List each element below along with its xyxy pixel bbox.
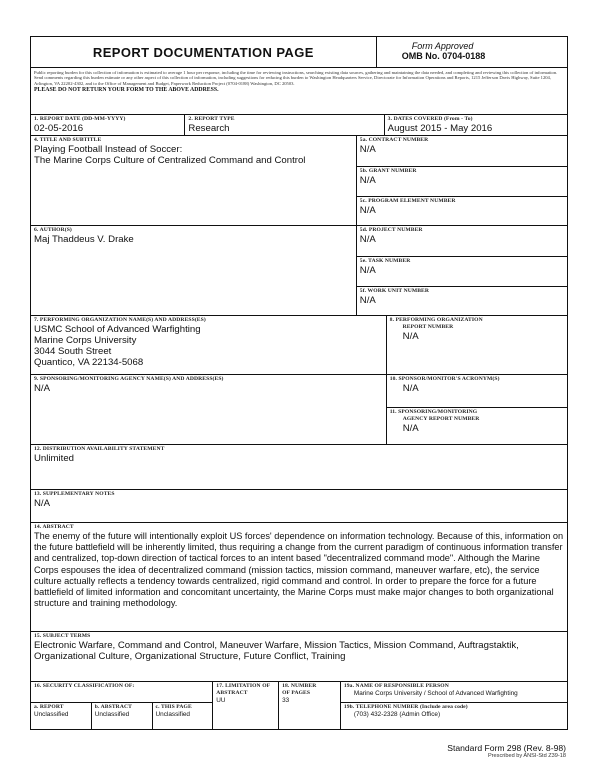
authors-label: 6. AUTHOR(S) [34,227,72,233]
burden-notice: Public reporting burden for this collection of information is estimated to average 1 hour per response, including the time for reviewing instructions, searching existing data sources, gathering and maintaining the data needed, and completing and reviewing this collection of information. Send comments regarding this burden estimate or any other aspect of this collection of information, including suggestions for reducing this burden to Washington Headquarters Service, Directorate for Information Operations and Reports, 1215 Jefferson Davis Highway, Suite 1204, Arlington, VA 22202-4302, and to the Office of Management and Budget, Paperwork Reduction Project (0704-0188) Washington, DC 20503. [34,70,558,86]
project-number-label: 5d. PROJECT NUMBER [359,227,423,233]
limitation-label-1: 17. LIMITATION OF [216,683,271,689]
subject-terms-value: Electronic Warfare, Command and Control, Maneuver Warfare, Mission Tactics, Mission Command, Auftragstaktik, Organizational Culture, Organizational Structure, Future Conflict, Training [34,640,519,662]
pages-value: 33 [282,697,290,704]
sponsor-acronym-label: 10. SPONSOR/MONITOR'S ACRONYM(S) [389,376,500,382]
telephone-label: 19b. TELEPHONE NUMBER (Include area code) [343,704,468,710]
sponsoring-agency-cell[interactable] [31,375,386,444]
work-unit-cell[interactable] [357,286,567,315]
performing-org-line-4: Quantico, VA 22134-5068 [34,357,144,368]
omb-approval-cell [376,37,567,67]
performing-report-value: N/A [402,331,419,342]
grant-number-value: N/A [359,175,376,186]
contract-number-cell[interactable] [357,136,567,166]
dates-covered-label: 3. DATES COVERED (From - To) [387,116,473,122]
program-element-label: 5c. PROGRAM ELEMENT NUMBER [359,198,456,204]
security-page-value: Unclassified [155,711,190,718]
authors-value: Maj Thaddeus V. Drake [34,234,134,245]
security-abstract-value: Unclassified [94,711,130,718]
telephone-value: (703) 432-2328 (Admin Office) [353,711,441,718]
report-date-value: 02-05-2016 [34,123,84,134]
abstract-text: The enemy of the future will intentionally exploit US forces' dependence on information technology. Because of this, information on the future battlefield will be inherently limited, thus requiring a change from the current paradigm of continuous information transfer and centralized, top-down direction of tactical forces to an intent based "decentralized command mode". Although the Marine Corps espouses the idea of decentralized command (mission tactics, mission command, maneuver warfare, etc), the service culture actually reflects a tendency towards centralized, rigid command and control. In order to prepare the force for a future battlefield of limited information and concomitant uncertainty, the Marine Corps must make major changes to both organizational structure and training methodology. [34,531,564,609]
supplementary-value: N/A [34,498,50,509]
program-element-value: N/A [359,205,376,216]
performing-org-line-3: 3044 South Street [34,346,112,357]
grant-number-cell[interactable] [357,166,567,196]
abstract-cell[interactable] [31,523,567,631]
distribution-value: Unlimited [34,453,74,464]
work-unit-label: 5f. WORK UNIT NUMBER [359,288,430,294]
form-approved-text: Form Approved [411,41,474,51]
report-documentation-form [30,36,568,730]
responsible-person-value: Marine Corps University / School of Advanced Warfighting [353,690,518,697]
project-number-value: N/A [359,234,376,245]
title-line-1: Playing Football Instead of Soccer: [34,144,183,155]
security-page-label: c. THIS PAGE [155,704,192,710]
sponsor-report-value: N/A [402,423,419,434]
form-title: REPORT DOCUMENTATION PAGE [92,45,314,60]
abstract-label: 14. ABSTRACT [34,524,74,530]
omb-number: OMB No. 0704-0188 [401,51,486,61]
performing-org-line-1: USMC School of Advanced Warfighting [34,324,201,335]
telephone-cell[interactable] [341,702,567,729]
title-subtitle-cell[interactable] [31,136,356,225]
limitation-cell[interactable] [212,682,278,729]
supplementary-cell[interactable] [31,490,567,522]
work-unit-value: N/A [359,295,376,306]
performing-report-label-2: REPORT NUMBER [402,324,454,330]
supplementary-label: 13. SUPPLEMENTARY NOTES [34,491,115,497]
report-date-label: 1. REPORT DATE (DD-MM-YYYY) [34,116,126,122]
sponsor-acronym-value: N/A [402,383,419,394]
sponsor-report-label-2: AGENCY REPORT NUMBER [402,416,480,422]
distribution-cell[interactable] [31,445,567,489]
responsible-person-label: 19a. NAME OF RESPONSIBLE PERSON [343,683,449,689]
limitation-value: UU [216,697,226,704]
security-report-label: a. REPORT [34,704,64,710]
sponsoring-agency-label: 9. SPONSORING/MONITORING AGENCY NAME(S) AND ADDRESS(ES) [34,376,224,382]
security-report-value: Unclassified [34,711,69,718]
pages-cell[interactable] [278,682,340,729]
report-date-cell[interactable] [31,115,184,135]
security-classification-label: 16. SECURITY CLASSIFICATION OF: [34,683,135,689]
program-element-cell[interactable] [357,196,567,225]
contract-number-value: N/A [359,144,376,155]
responsible-person-cell[interactable] [341,682,567,702]
subject-terms-label: 15. SUBJECT TERMS [34,633,91,639]
authors-cell[interactable] [31,226,356,315]
security-page-cell[interactable] [152,703,213,729]
title-line-2: The Marine Corps Culture of Centralized Command and Control [34,155,306,166]
task-number-label: 5e. TASK NUMBER [359,258,411,264]
performing-org-cell[interactable] [31,316,386,374]
return-warning: PLEASE DO NOT RETURN YOUR FORM TO THE ABOVE ADDRESS. [34,87,219,94]
security-abstract-label: b. ABSTRACT [94,704,132,710]
dates-covered-value: August 2015 - May 2016 [387,123,493,134]
subject-terms-cell[interactable] [31,632,567,681]
sponsor-report-cell[interactable] [387,407,567,444]
dates-covered-cell[interactable] [384,115,567,135]
contract-number-label: 5a. CONTRACT NUMBER [359,137,429,143]
report-type-cell[interactable] [184,115,383,135]
performing-report-cell[interactable] [386,316,567,374]
performing-report-label-1: 8. PERFORMING ORGANIZATION [389,317,483,323]
pages-label-1: 18. NUMBER [282,683,317,689]
report-type-label: 2. REPORT TYPE [188,116,235,122]
performing-org-line-2: Marine Corps University [34,335,137,346]
pages-label-2: OF PAGES [282,690,311,696]
distribution-label: 12. DISTRIBUTION AVAILABILITY STATEMENT [34,446,165,452]
performing-org-label: 7. PERFORMING ORGANIZATION NAME(S) AND ADDRESS(ES) [34,317,206,323]
grant-number-label: 5b. GRANT NUMBER [359,168,417,174]
task-number-value: N/A [359,265,376,276]
security-classification-header [31,682,212,702]
limitation-label-2: ABSTRACT [216,690,248,696]
sponsor-report-label-1: 11. SPONSORING/MONITORING [389,409,478,415]
standard-form-label: Standard Form 298 (Rev. 8-98) [447,743,566,753]
form-footer [447,743,566,760]
sponsoring-agency-value: N/A [34,383,50,394]
security-abstract-cell[interactable] [91,703,152,729]
form-title-cell [31,37,376,67]
security-report-cell[interactable] [31,703,91,729]
report-type-value: Research [188,123,230,134]
project-number-cell[interactable] [357,226,567,256]
sponsor-acronym-cell[interactable] [387,375,567,407]
title-subtitle-label: 4. TITLE AND SUBTITLE [34,137,102,143]
task-number-cell[interactable] [357,256,567,286]
prescribed-by-label: Prescribed by ANSI-Std Z39-18 [487,753,566,759]
